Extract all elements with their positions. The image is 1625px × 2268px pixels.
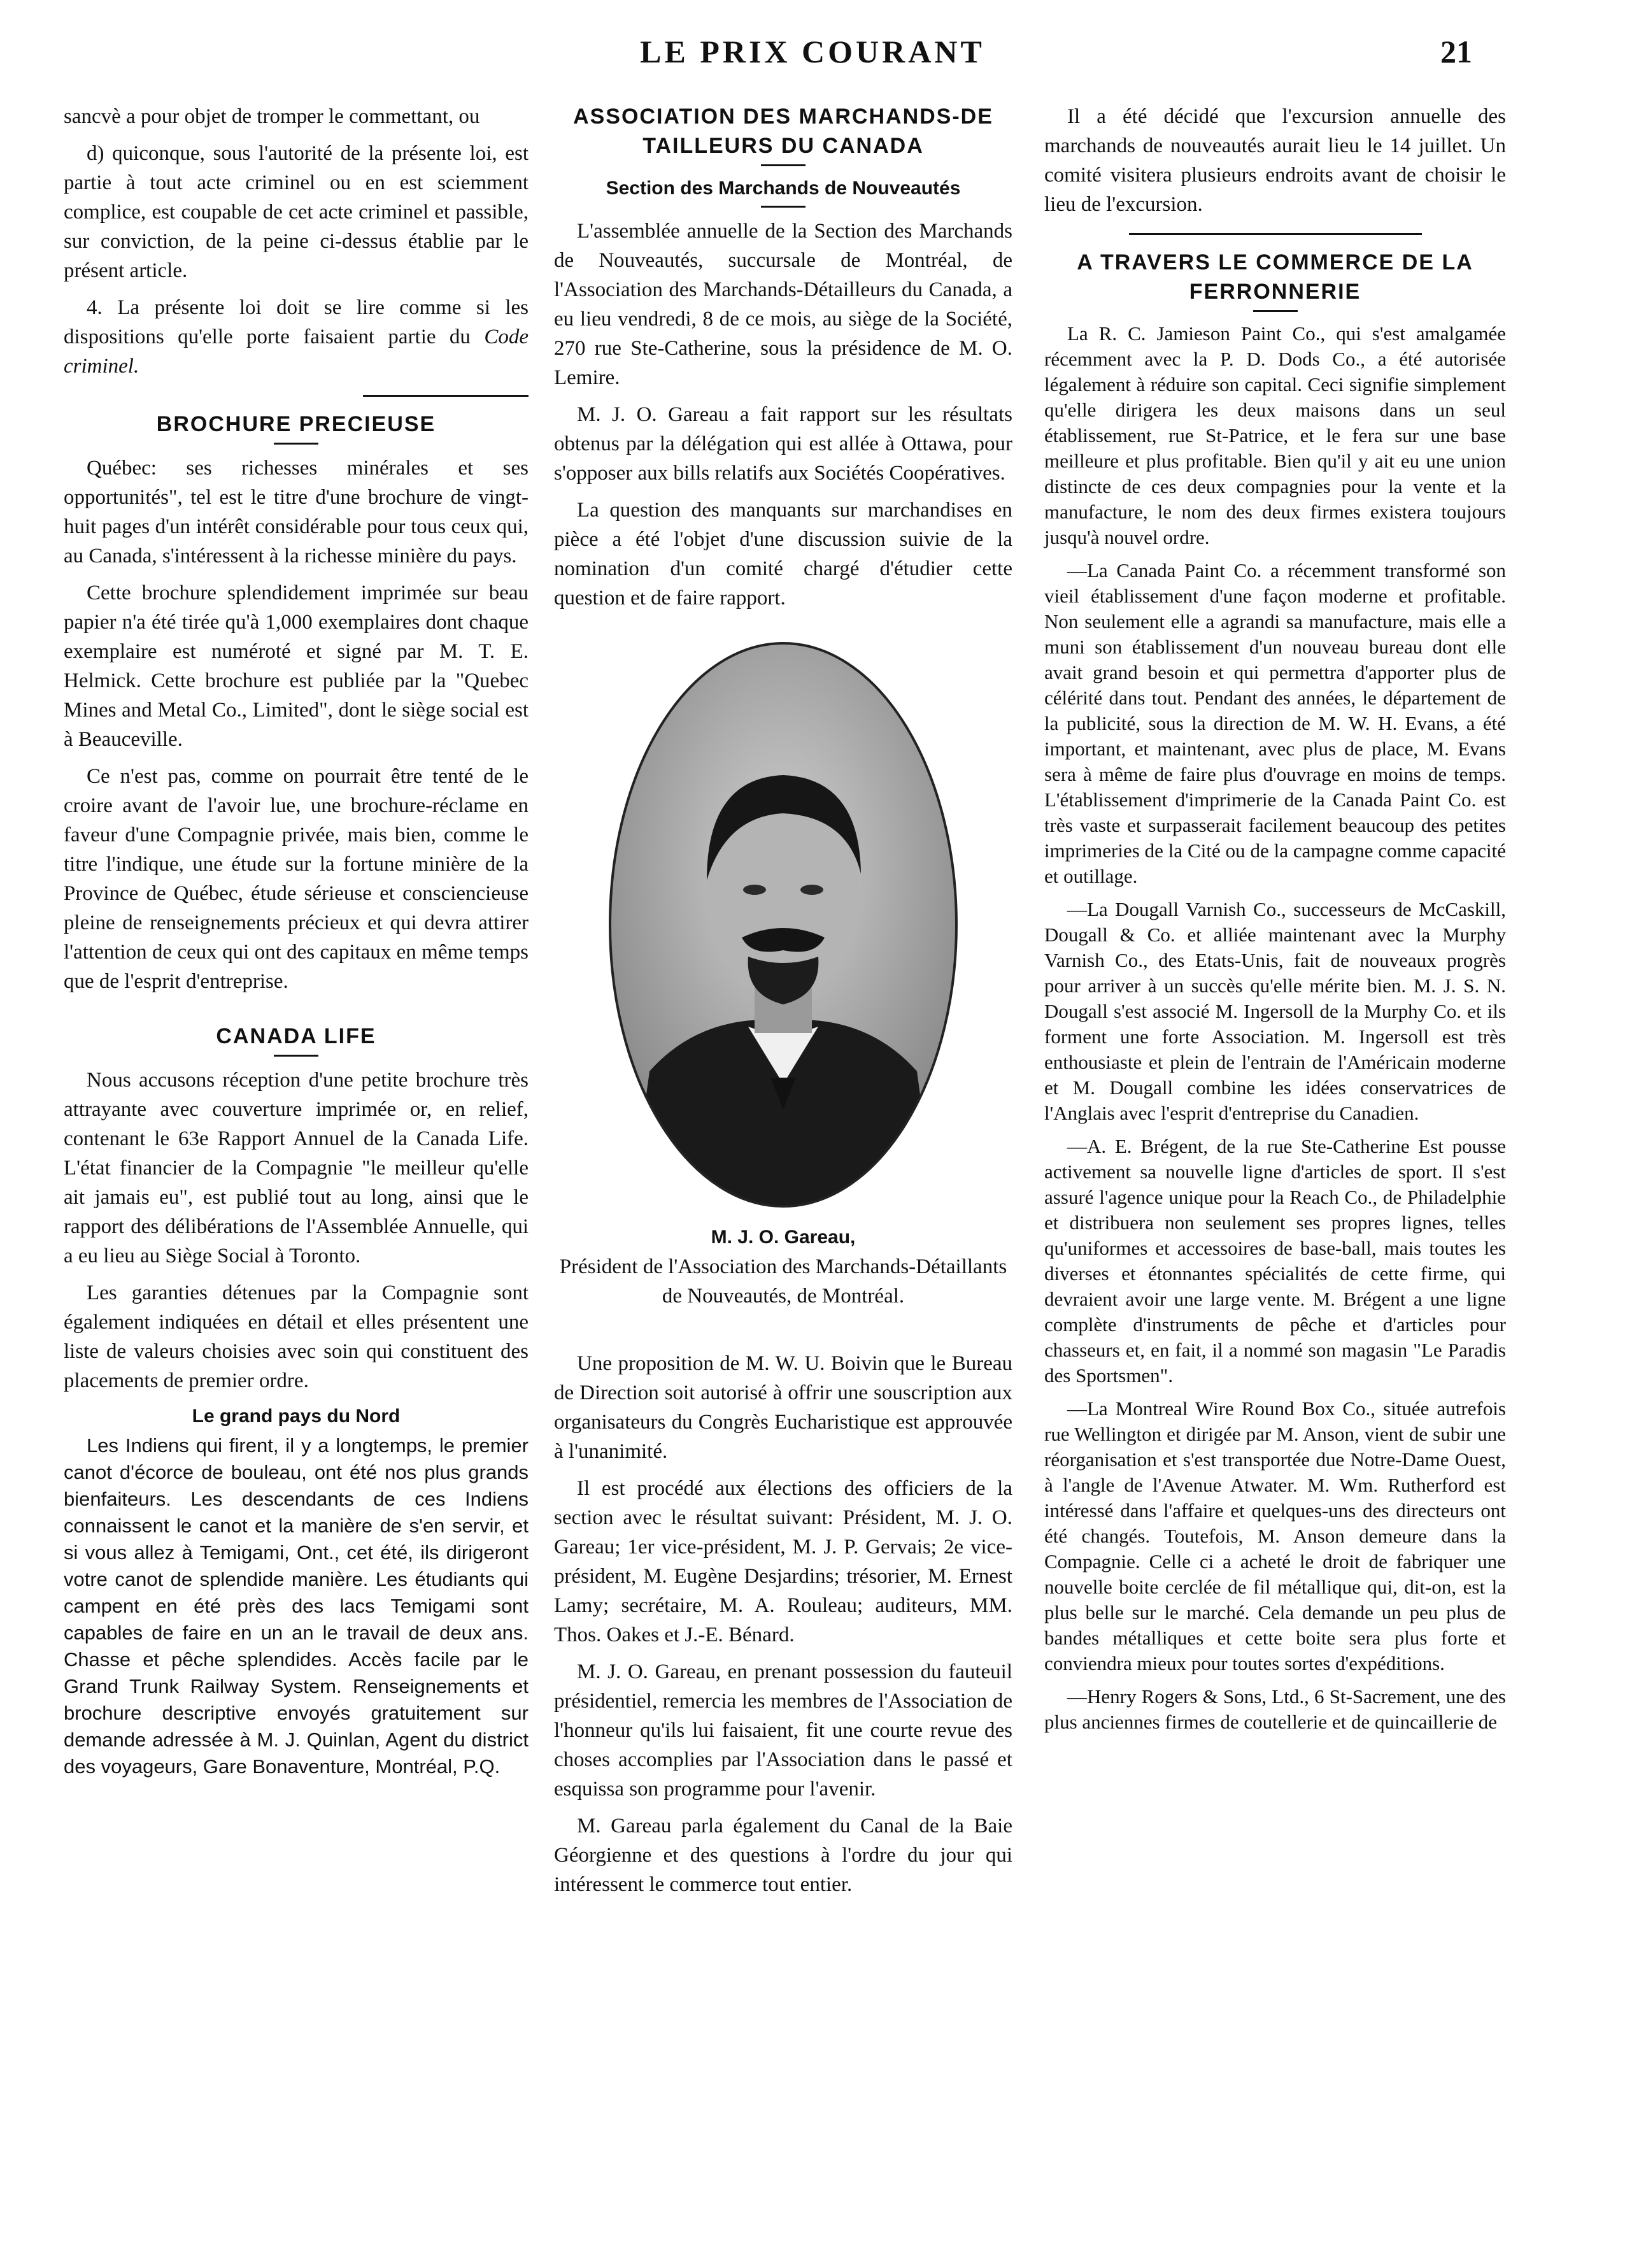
heading-rule — [761, 164, 805, 166]
paragraph: La R. C. Jamieson Paint Co., qui s'est amalgamée récemment avec la P. D. Dods Co., a été autorisée légalement à réduire son capital. Ceci signifie simplement qu'elle dirigera les deux maisons dans un seul établissement, rue St-Patrice, et le fera sur une base meilleure et plus profitable. Bien qu'il y ait eu une union distincte de ces deux compagnies pour la vente et la manufacture, le nom des deux firmes existera toujours jusqu'à nouvel ordre. — [1044, 322, 1506, 548]
section-divider — [363, 395, 529, 397]
photo-caption: Président de l'Association des Marchands-Détaillants de Nouveautés, de Montréal. — [559, 1255, 1007, 1308]
section-subheading: Le grand pays du Nord — [192, 1406, 401, 1427]
section-heading: A TRAVERS LE COMMERCE DE LA FERRONNERIE — [1077, 250, 1473, 304]
column-left — [64, 102, 529, 1788]
paragraph: sancvè a pour objet de tromper le commettant, ou — [64, 105, 480, 128]
paragraph: M. J. O. Gareau a fait rapport sur les résultats obtenus par la délégation qui est allée à Ottawa, pour s'opposer aux bills relatifs aux Sociétés Coopératives. — [554, 403, 1012, 485]
paragraph: Québec: ses richesses minérales et ses opportunités", tel est le titre d'une brochure de vingt-huit pages d'un intérêt considérable pour tous ceux qui, au Canada, s'intéressent à la richesse minière du pays. — [64, 457, 529, 567]
paragraph: Les garanties détenues par la Compagnie sont également indiquées en détail et elles présentent une liste de valeurs choisies avec soin qui constituent des placements de premier ordre. — [64, 1281, 529, 1392]
portrait-image — [605, 638, 962, 1211]
paragraph: Les Indiens qui firent, il y a longtemps, le premier canot d'écorce de bouleau, ont été nos plus grands bienfaiteurs. Les descendants de ces Indiens connaissent le canot et la manière de s'en servir, et si vous allez à Temigami, Ont., cet été, ils dirigeront votre canot de splendide manière. Les étudiants qui campent en été près des lacs Temigami sont capables de faire en un an le travail de deux ans. Chasse et pêche splendides. Accès facile par le Grand Trunk Railway System. Renseignements et brochure descriptive envoyés gratuitement sur demande adressée à M. J. Quinlan, Agent du district des voyageurs, Gare Bonaventure, Montréal, P.Q. — [64, 1434, 529, 1778]
portrait-photo — [605, 638, 962, 1211]
heading-rule — [761, 206, 805, 208]
paragraph: —La Canada Paint Co. a récemment transformé son vieil établissement d'une façon moderne et profitable. Non seulement elle a agrandi sa manufacture, mais elle a muni son établissement d'un nouveau bureau dont elle avait grand besoin et qui permettra d'apporter plus de célérité dans tout. Pendant des années, le département de la publicité, sous la direction de M. W. H. Evans, a été important, et maintenant, avec plus de place, M. Evans sera à même de faire plus d'ouvrage en moins de temps. L'établissement d'imprimerie de la Canada Paint Co. est très vaste et surpasserait facilement beaucoup des petites imprimeries de la Cité ou de la campagne comme capacité et outillage. — [1044, 559, 1506, 887]
page-header — [0, 33, 1625, 84]
paragraph: —La Dougall Varnish Co., successeurs de McCaskill, Dougall & Co. et alliée maintenant avec la Murphy Varnish Co., des Etats-Unis, fait de nouveaux progrès pour arriver à un succès qu'elle mérite bien. M. J. S. N. Dougall s'est associé M. Ingersoll de la Murphy Co. et ils forment une forte Association. M. Ingersoll est très enthousiaste et plein de l'entrain de l'Américain moderne et M. Dougall combine les idées conservatrices de l'Anglais avec l'esprit d'entreprise du Canadien. — [1044, 898, 1506, 1124]
paragraph: —A. E. Brégent, de la rue Ste-Catherine Est pousse activement sa nouvelle ligne d'articles de sport. Il s'est assuré l'agence unique pour la Reach Co., de Philadelphie et distribuera non seulement ses propres lignes, telles qu'uniformes et accessoires de base-ball, mais toutes les diverses et étonnantes spécialités de cette firme, qui devraient avoir une large vente. M. Brégent a une ligne complète d'instruments de pêche et d'articles pour chasseurs et, en fait, il a nommé son magasin "Le Paradis des Sportsmen". — [1044, 1135, 1506, 1387]
column-right — [1044, 102, 1506, 1743]
paragraph — [64, 293, 529, 381]
page-number: 21 — [1440, 34, 1472, 69]
paragraph: Une proposition de M. W. U. Boivin que le Bureau de Direction soit autorisé à offrir une souscription aux organisateurs du Congrès Eucharistique est approuvée à l'unanimité. — [554, 1352, 1012, 1463]
section-heading: BROCHURE PRECIEUSE — [156, 412, 436, 436]
heading-rule — [274, 1055, 318, 1057]
publication-title: LE PRIX COURANT — [640, 34, 985, 69]
section-heading: CANADA LIFE — [216, 1024, 376, 1048]
column-center — [554, 102, 1012, 1907]
heading-rule — [1253, 310, 1298, 312]
paragraph: M. Gareau parla également du Canal de la Baie Géorgienne et des questions à l'ordre du jour qui intéressent le commerce tout entier. — [554, 1815, 1012, 1896]
emphasis-text: Code criminel. — [64, 325, 529, 378]
paragraph: —La Montreal Wire Round Box Co., située autrefois rue Wellington et dirigée par M. Anson, vient de subir une réorganisation et s'est transportée due Notre-Dame Ouest, à l'angle de l'Avenue Atwater. M. Wm. Rutherford est intéressé dans l'affaire et quelques-uns des directeurs ont été changés. Toutefois, M. Anson demeure dans la Compagnie. Celle ci a acheté le droit de fabriquer une nouvelle boite cerclée de fil métallique qui, dit-on, est la plus belle sur le marché. Cela demande un peu plus de bandes métalliques et cette boite sera plus forte et conviendra mieux pour toutes sortes d'expéditions. — [1044, 1397, 1506, 1674]
paragraph: Il est procédé aux élections des officiers de la section avec le résultat suivant: Président, M. J. O. Gareau; 1er vice-président, M. J. P. Gervais; 2e vice-président, M. Eugène Desjardins; trésorier, M. Ernest Lamy; secrétaire, M. A. Rouleau; auditeurs, MM. Thos. Oakes et J.-E. Bénard. — [554, 1477, 1012, 1646]
paragraph-text: 4. La présente loi doit se lire comme si les dispositions qu'elle porte faisaient partie du — [64, 296, 529, 348]
photo-caption-name: M. J. O. Gareau, — [711, 1227, 856, 1248]
paragraph: d) quiconque, sous l'autorité de la présente loi, est partie à tout acte criminel ou en est sciemment complice, est coupable de cet acte criminel et passible, sur conviction, de la peine ci-dessus établie par le présent article. — [64, 142, 529, 282]
paragraph: —Henry Rogers & Sons, Ltd., 6 St-Sacrement, une des plus anciennes firmes de coutellerie et de quincaillerie de — [1044, 1685, 1506, 1733]
section-divider — [1129, 233, 1422, 235]
paragraph: Nous accusons réception d'une petite brochure très attrayante avec couverture imprimée or, en relief, contenant le 63e Rapport Annuel de la Canada Life. L'état financier de la Compagnie "le meilleur qu'elle ait jamais eu", est publié tout au long, ainsi que le rapport des délibérations de l'Assemblée Annuelle, qui a eu lieu au Siège Social à Toronto. — [64, 1069, 529, 1267]
paragraph: M. J. O. Gareau, en prenant possession du fauteuil présidentiel, remercia les membres de l'Association de l'honneur qu'ils lui faisaient, fit une courte revue des choses accomplies par l'Association dans le passé et esquissa son programme pour l'avenir. — [554, 1660, 1012, 1801]
section-subheading: Section des Marchands de Nouveautés — [606, 178, 961, 199]
section-heading: ASSOCIATION DES MARCHANDS-DE TAILLEURS DU CANADA — [573, 104, 993, 158]
paragraph: La question des manquants sur marchandises en pièce a été l'objet d'une discussion suivie de la nomination d'un comité chargé d'étudier cette question et de faire rapport. — [554, 499, 1012, 610]
paragraph: L'assemblée annuelle de la Section des Marchands de Nouveautés, succursale de Montréal, de l'Association des Marchands-Détailleurs du Canada, a eu lieu vendredi, 8 de ce mois, au siège de la Société, 270 rue Ste-Catherine, sous la présidence de M. O. Lemire. — [554, 220, 1012, 389]
heading-rule — [274, 443, 318, 445]
paragraph: Il a été décidé que l'excursion annuelle des marchands de nouveautés aurait lieu le 14 juillet. Un comité visitera plusieurs endroits avant de choisir le lieu de l'excursion. — [1044, 105, 1506, 216]
paragraph: Cette brochure splendidement imprimée sur beau papier n'a été tirée qu'à 1,000 exemplaires dont chaque exemplaire est numéroté et signé par M. T. E. Helmick. Cette brochure est publiée par la "Quebec Mines and Metal Co., Limited", dont le siège social est à Beauceville. — [64, 581, 529, 751]
paragraph: Ce n'est pas, comme on pourrait être tenté de le croire avant de l'avoir lue, une brochure-réclame en faveur d'une Compagnie privée, mais bien, comme le titre l'indique, une étude sur la fortune minière de la Province de Québec, étude sérieuse et consciencieuse pleine de renseignements précieux et qui devra attirer l'attention de ceux qui ont des capitaux en même temps que de l'esprit d'entreprise. — [64, 765, 529, 993]
